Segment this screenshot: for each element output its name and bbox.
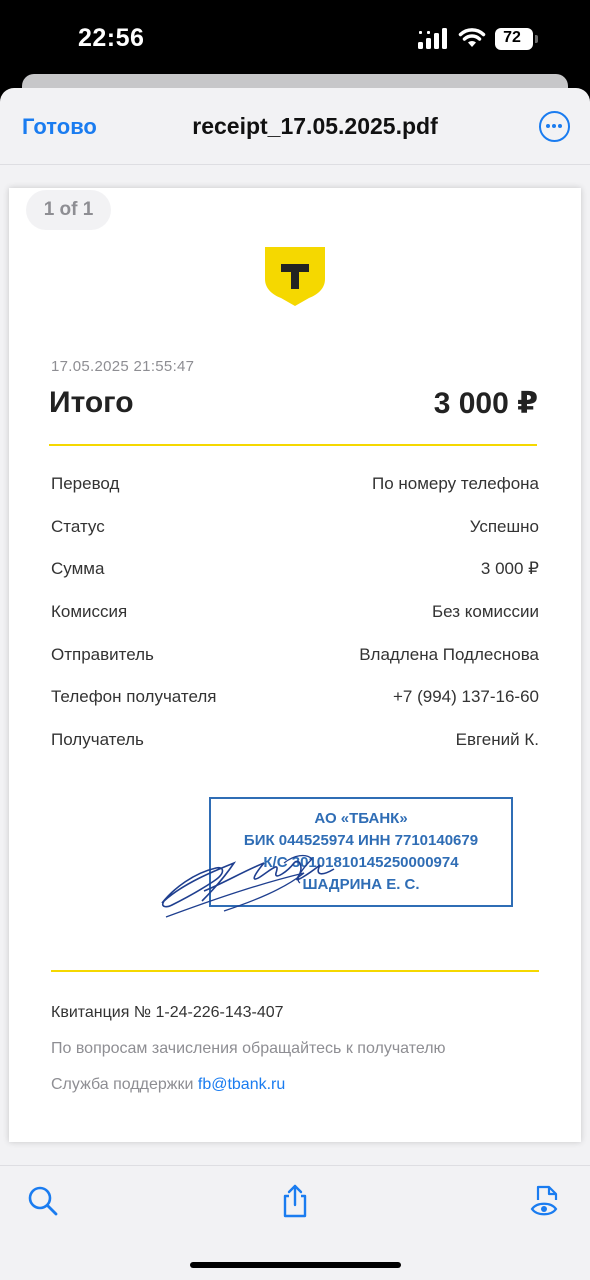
stamp-line: БИК 044525974 ИНН 7710140679 bbox=[243, 832, 479, 849]
total-amount: 3 000 ₽ bbox=[433, 387, 538, 420]
row-label: Отправитель bbox=[51, 645, 154, 664]
questions-note: По вопросам зачисления обращайтесь к получателю bbox=[51, 1040, 446, 1057]
battery-level: 72 bbox=[503, 29, 521, 46]
pdf-preview-sheet bbox=[0, 88, 590, 1280]
battery-icon bbox=[495, 28, 539, 50]
total-label: Итого bbox=[49, 386, 134, 419]
stamp-line: ШАДРИНА Е. С. bbox=[302, 876, 420, 893]
document-eye-icon[interactable] bbox=[530, 1184, 564, 1218]
row-label: Телефон получателя bbox=[51, 687, 217, 706]
row-value: Без комиссии bbox=[431, 602, 539, 621]
page-indicator: 1 of 1 bbox=[26, 190, 111, 230]
row-label: Сумма bbox=[51, 559, 105, 578]
transaction-datetime: 17.05.2025 21:55:47 bbox=[51, 358, 195, 375]
row-value: +7 (994) 137-16-60 bbox=[392, 687, 539, 706]
support-line bbox=[51, 1076, 285, 1094]
home-indicator bbox=[190, 1262, 401, 1268]
done-button[interactable]: Готово bbox=[22, 114, 97, 139]
detail-row bbox=[51, 687, 539, 717]
search-icon[interactable] bbox=[26, 1184, 60, 1218]
bank-stamp bbox=[154, 793, 514, 928]
row-label: Комиссия bbox=[51, 602, 128, 621]
pdf-page[interactable] bbox=[9, 188, 581, 1142]
detail-row bbox=[51, 474, 539, 504]
stamp-line: К/С 30101810145250000974 bbox=[263, 854, 459, 871]
detail-row bbox=[51, 602, 539, 632]
support-email-link[interactable]: fb@tbank.ru bbox=[197, 1076, 286, 1093]
row-value: По номеру телефона bbox=[371, 474, 539, 493]
row-value: Владлена Подлеснова bbox=[359, 645, 539, 664]
signature-icon bbox=[154, 833, 354, 923]
receipt-number: Квитанция № 1-24-226-143-407 bbox=[51, 1004, 284, 1021]
divider-bottom bbox=[51, 970, 539, 972]
status-bar bbox=[0, 0, 590, 82]
detail-row bbox=[51, 645, 539, 675]
stamp-line: АО «ТБАНК» bbox=[314, 810, 408, 827]
detail-row bbox=[51, 559, 539, 589]
row-value: 3 000 ₽ bbox=[480, 559, 539, 578]
share-icon[interactable] bbox=[278, 1184, 312, 1218]
status-time: 22:56 bbox=[78, 24, 145, 52]
wifi-icon bbox=[458, 27, 486, 49]
detail-row bbox=[51, 730, 539, 760]
tbank-logo-icon bbox=[265, 247, 325, 307]
cellular-signal-icon bbox=[418, 28, 450, 50]
ellipsis-circle-icon[interactable] bbox=[539, 111, 570, 142]
row-label: Получатель bbox=[51, 730, 144, 749]
row-label: Статус bbox=[51, 517, 105, 536]
row-value: Успешно bbox=[469, 517, 539, 536]
row-value: Евгений К. bbox=[455, 730, 539, 749]
navigation-bar bbox=[0, 88, 590, 165]
detail-row bbox=[51, 517, 539, 547]
document-title: receipt_17.05.2025.pdf bbox=[192, 113, 438, 139]
support-label: Служба поддержки bbox=[51, 1076, 194, 1093]
row-label: Перевод bbox=[51, 474, 120, 493]
divider-top bbox=[49, 444, 537, 446]
